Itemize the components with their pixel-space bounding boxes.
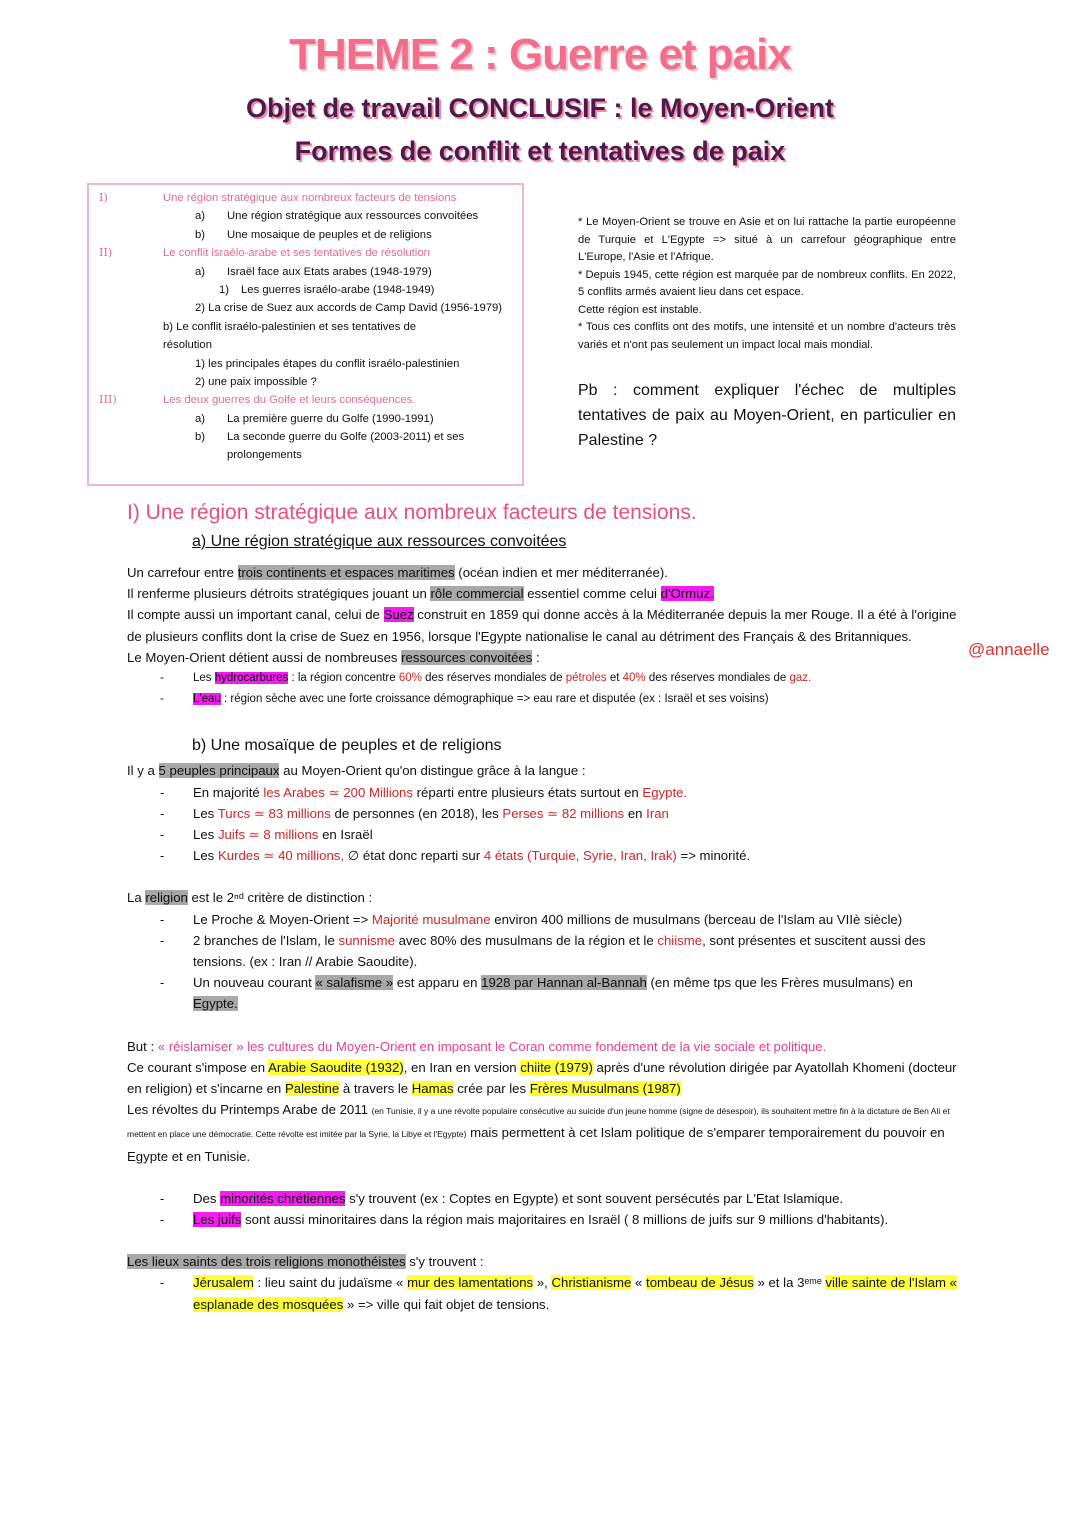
highlighted-text: Palestine — [284, 1081, 340, 1097]
text-run: La — [127, 890, 146, 906]
intro-paragraph: * Tous ces conflits ont des motifs, une intensité et un nombre d'acteurs très variés et n'ont pas seulement un impact local mais mondial. — [578, 321, 956, 351]
text-run: Il renferme plusieurs détroits stratégiques jouant un — [127, 586, 431, 602]
highlighted-text: d'Ormuz. — [660, 586, 714, 602]
colored-text: 40% — [622, 672, 646, 685]
outline-text: Une mosaique de peuples et de religions — [227, 228, 432, 241]
text-run: » et la 3ᵉᵐᵉ — [753, 1275, 826, 1291]
outline-label: b) — [195, 431, 206, 444]
outline-label: b) — [195, 228, 206, 241]
outline-text: b) Le conflit israélo-palestinien et ses tentatives de — [163, 320, 417, 333]
section-1b-body — [127, 760, 957, 1314]
highlighted-text: Frères Musulmans (1987) — [529, 1081, 681, 1097]
highlighted-text: Suez — [383, 607, 414, 623]
colored-text: Turcs ≃ 83 millions — [217, 805, 331, 821]
outline-row — [89, 391, 522, 409]
text-run: est le 2ⁿᵈ critère de distinction : — [187, 890, 373, 906]
subtitle-object: Objet de travail CONCLUSIF : le Moyen-Orient — [245, 93, 835, 123]
text-run: : lieu saint du judaïsme « — [253, 1275, 408, 1291]
outline-row — [89, 226, 522, 244]
outline-row — [89, 428, 522, 446]
outline-label: 1) — [219, 283, 230, 296]
highlighted-text: religion — [145, 890, 188, 906]
paragraph — [127, 647, 957, 668]
outline-number: I) — [99, 191, 108, 204]
highlighted-text: « salafisme » — [315, 975, 394, 991]
bullet-item — [127, 909, 957, 930]
highlighted-text: Jérusalem — [193, 1275, 254, 1291]
highlighted-text: L'eau — [193, 693, 221, 706]
intro-paragraph: * Le Moyen-Orient se trouve en Asie et on lui rattache la partie européenne de Turquie et L'Egypte => situé à un carrefour géographique entre L'Europe, l'Asie et l'Afrique. — [578, 216, 956, 263]
text-run: « — [631, 1275, 647, 1291]
bullet-item — [127, 972, 957, 1014]
colored-text: « réislamiser » les cultures du Moyen-Orient en imposant le Coran comme fondement de la vie sociale et politique. — [157, 1038, 827, 1054]
text-run: s'y trouvent (ex : Coptes en Egypte) et sont souvent persécutés par L'Etat Islamique. — [345, 1190, 844, 1206]
highlighted-text: Egypte. — [193, 996, 238, 1012]
outline-label: a) — [195, 210, 206, 223]
colored-text: sunnisme — [338, 932, 395, 948]
highlighted-text: Les lieux saints des trois religions monothéistes — [127, 1254, 406, 1270]
text-run: => minorité. — [676, 848, 751, 864]
section-1a-heading: a) Une région stratégique aux ressources convoitées — [192, 533, 567, 550]
intro-paragraph: Cette région est instable. — [578, 303, 702, 316]
text-run: environ 400 millions de musulmans (berceau de l'Islam au VIIè siècle) — [490, 911, 903, 927]
section-1a-body — [127, 562, 957, 710]
outline-row — [89, 336, 522, 354]
text-run: Il compte aussi un important canal, celui de — [127, 607, 384, 623]
text-run: : la région concentre — [288, 672, 399, 685]
text-run: Les — [193, 805, 218, 821]
outline-text: La seconde guerre du Golfe (2003-2011) et ses — [227, 431, 465, 444]
spacer — [127, 1167, 957, 1188]
text-run: Un carrefour entre — [127, 565, 238, 580]
text-run: (en même tps que les Frères musulmans) en — [646, 975, 913, 991]
paragraph — [127, 583, 957, 604]
text-run: en — [624, 805, 647, 821]
bullet-item — [127, 1188, 957, 1209]
highlighted-text: Les juifs — [193, 1212, 242, 1228]
text-run: Ce courant s'impose en — [127, 1059, 269, 1075]
outline-text: prolongements — [227, 449, 302, 462]
colored-text: gaz. — [789, 672, 812, 685]
outline-text: Une région stratégique aux nombreux facteurs de tensions — [163, 192, 457, 204]
outline-row — [89, 318, 522, 336]
paragraph — [127, 604, 957, 646]
problematique: Pb : comment expliquer l'échec de multiples tentatives de paix au Moyen-Orient, en particulier en Palestine ? — [578, 382, 956, 449]
text-run: au Moyen-Orient qu'on distingue grâce à la langue : — [279, 763, 586, 779]
text-run: 2 branches de l'Islam, le — [193, 932, 339, 948]
highlighted-text: ville sainte de l'Islam « esplanade des mosquées — [193, 1275, 957, 1312]
subtitle-forms: Formes de conflit et tentatives de paix — [294, 136, 786, 166]
outline-row — [89, 446, 522, 464]
colored-text: Iran — [646, 805, 669, 821]
outline-label: a) — [195, 265, 206, 278]
text-run: But : — [127, 1038, 158, 1054]
bullet-item — [127, 689, 957, 710]
colored-text: (en Tunisie, il y a une révolte populaire consécutive au suicide d'un jeune homme (signe de désespoir), ils souhaitent mettre fin à la dictature de Ben Ali et mettent en place une démocratie. Cette révolte est imitée par la Syrie, la Libye et l'Egypte) — [127, 1106, 950, 1140]
highlighted-text: Arabie Saoudite (1932) — [268, 1059, 404, 1075]
section-1-heading: I) Une région stratégique aux nombreux facteurs de tensions. — [127, 501, 697, 524]
colored-text: Kurdes ≃ 40 millions, — [217, 848, 345, 864]
text-run: sont aussi minoritaires dans la région mais majoritaires en Israël ( 8 millions de juifs sur 9 millions d'habitants). — [241, 1212, 889, 1228]
text-run: s'y trouvent : — [405, 1254, 484, 1270]
bullet-item — [127, 1209, 957, 1230]
highlighted-text: rôle commercial — [430, 586, 524, 602]
colored-text: Juifs ≃ 8 millions — [217, 827, 319, 843]
text-run: » => ville qui fait objet de tensions. — [343, 1296, 550, 1312]
text-run: », — [533, 1275, 552, 1291]
bullet-item — [127, 930, 957, 972]
outline-row — [89, 373, 522, 391]
outline-number: III) — [99, 393, 117, 407]
colored-text: Perses ≃ 82 millions — [502, 805, 625, 821]
text-run: Les — [193, 672, 215, 685]
text-run: après d'une révolution dirigée par Ayatollah Khomeni (docteur en religion) et s'incarne en — [127, 1059, 957, 1097]
paragraph — [127, 1099, 957, 1167]
text-run: En majorité — [193, 784, 264, 800]
highlighted-text: chiite (1979) — [520, 1059, 593, 1075]
text-run: construit en 1859 qui donne accès à la Méditerranée depuis la mer Rouge. Il a été à l'origine de plusieurs conflits dont la crise de Suez en 1956, lorsque l'Egypte nationalise le canal au détriment des Français & des Britanniques. — [127, 607, 957, 644]
text-run: en Israël — [318, 827, 373, 843]
paragraph — [127, 1036, 957, 1057]
text-run: avec 80% des musulmans de la région et le — [394, 932, 658, 948]
text-run: ∅ état donc reparti sur — [344, 848, 484, 864]
bullet-item — [127, 845, 957, 866]
intro-text — [578, 214, 956, 354]
outline-label: a) — [195, 412, 206, 425]
text-run: Le Proche & Moyen-Orient => — [193, 911, 372, 927]
outline-number: II) — [99, 246, 113, 260]
text-run: Les révoltes du Printemps Arabe de 2011 — [127, 1102, 372, 1118]
text-run: , sont présentes et suscitent aussi des tensions. (ex : Iran // Arabie Saoudite). — [193, 932, 926, 970]
page-title: THEME 2 : Guerre et paix — [289, 30, 791, 79]
text-run: Les — [193, 827, 218, 843]
bullet-item — [127, 782, 957, 803]
text-run: des réserves mondiales de — [645, 672, 790, 685]
text-run: est apparu en — [393, 975, 482, 991]
intro-paragraph: * Depuis 1945, cette région est marquée par de nombreux conflits. En 2022, 5 conflits armés avaient lieu dans cet espace. — [578, 268, 956, 298]
text-run: , en Iran en version — [403, 1059, 521, 1075]
highlighted-text: 5 peuples principaux — [158, 763, 280, 779]
text-run: Les — [193, 848, 218, 864]
outline-row — [89, 281, 522, 299]
highlighted-text: Christianisme — [551, 1275, 632, 1291]
text-run: Le Moyen-Orient détient aussi de nombreuses — [127, 649, 402, 665]
outline-text: La première guerre du Golfe (1990-1991) — [227, 412, 434, 425]
paragraph — [127, 760, 957, 781]
outline-text: 2) La crise de Suez aux accords de Camp David (1956-1979) — [195, 302, 503, 315]
paragraph — [127, 1251, 957, 1272]
colored-text: Egypte. — [642, 784, 688, 800]
outline-text: résolution — [163, 339, 212, 352]
bullet-item — [127, 668, 957, 689]
outline-row — [89, 410, 522, 428]
highlighted-text: tombeau de Jésus — [646, 1275, 754, 1291]
text-run: à travers le — [339, 1081, 412, 1097]
spacer — [127, 1230, 957, 1251]
outline-text: Les guerres israélo-arabe (1948-1949) — [241, 283, 435, 296]
outline-text: Israël face aux Etats arabes (1948-1979) — [227, 265, 432, 278]
section-1b-heading: b) Une mosaïque de peuples et de religions — [192, 737, 502, 755]
text-run: crée par les — [453, 1081, 530, 1097]
paragraph — [127, 562, 957, 583]
outline-row — [89, 299, 522, 317]
text-run: des réserves mondiales de — [421, 672, 566, 685]
main-content — [127, 498, 957, 1315]
outline-row — [89, 207, 522, 225]
text-run: Il y a — [127, 763, 159, 779]
highlighted-text: minorités chrétiennes — [220, 1190, 346, 1206]
colored-text: 4 états (Turquie, Syrie, Iran, Irak) — [483, 848, 677, 864]
text-run: Un nouveau courant — [193, 975, 316, 991]
bullet-item — [127, 803, 957, 824]
outline-text: 1) les principales étapes du conflit israélo-palestinien — [195, 357, 460, 370]
highlighted-text: ressources convoitées — [401, 649, 533, 665]
outline-row — [89, 189, 522, 207]
right-column — [578, 214, 956, 453]
outline-row — [89, 263, 522, 281]
text-run: : région sèche avec une forte croissance démographique => eau rare et disputée (ex : Israël et ses voisins) — [220, 693, 769, 706]
outline-row — [89, 355, 522, 373]
highlighted-text: mur des lamentations — [407, 1275, 534, 1291]
colored-text: 60% — [398, 672, 422, 685]
paragraph — [127, 887, 957, 908]
outline-box — [87, 183, 524, 486]
colored-text: Majorité musulmane — [371, 911, 491, 927]
bullet-item — [127, 824, 957, 845]
text-run: : — [532, 649, 540, 665]
colored-text: pétroles — [565, 672, 607, 685]
paragraph — [127, 1057, 957, 1099]
text-run: mais permettent à cet Islam politique de s'emparer temporairement du pouvoir en Egypte et en Tunisie. — [127, 1125, 945, 1164]
text-run: réparti entre plusieurs états surtout en — [412, 784, 643, 800]
text-run: de personnes (en 2018), les — [330, 805, 503, 821]
highlighted-text: Hamas — [411, 1081, 454, 1097]
outline-text: 2) une paix impossible ? — [195, 375, 317, 388]
watermark: @annaelle — [968, 640, 1050, 659]
spacer — [127, 866, 957, 887]
outline-text: Le conflit israélo-arabe et ses tentatives de résolution — [163, 247, 430, 260]
colored-text: les Arabes ≃ 200 Millions — [263, 784, 413, 800]
outline-text: Les deux guerres du Golfe et leurs conséquences. — [163, 394, 416, 407]
spacer — [127, 1015, 957, 1036]
outline-row — [89, 244, 522, 262]
text-run: Des — [193, 1190, 221, 1206]
outline-text: Une région stratégique aux ressources convoitées — [227, 210, 479, 223]
highlighted-text: trois continents et espaces maritimes — [237, 565, 455, 580]
highlighted-text: 1928 par Hannan al-Bannah — [481, 975, 647, 991]
text-run: (océan indien et mer méditerranée). — [454, 565, 668, 580]
text-run: et — [606, 672, 623, 685]
highlighted-text: hydrocarbures — [214, 672, 289, 685]
bullet-item — [127, 1272, 957, 1314]
colored-text: chiisme — [657, 932, 703, 948]
text-run: essentiel comme celui — [523, 586, 661, 602]
